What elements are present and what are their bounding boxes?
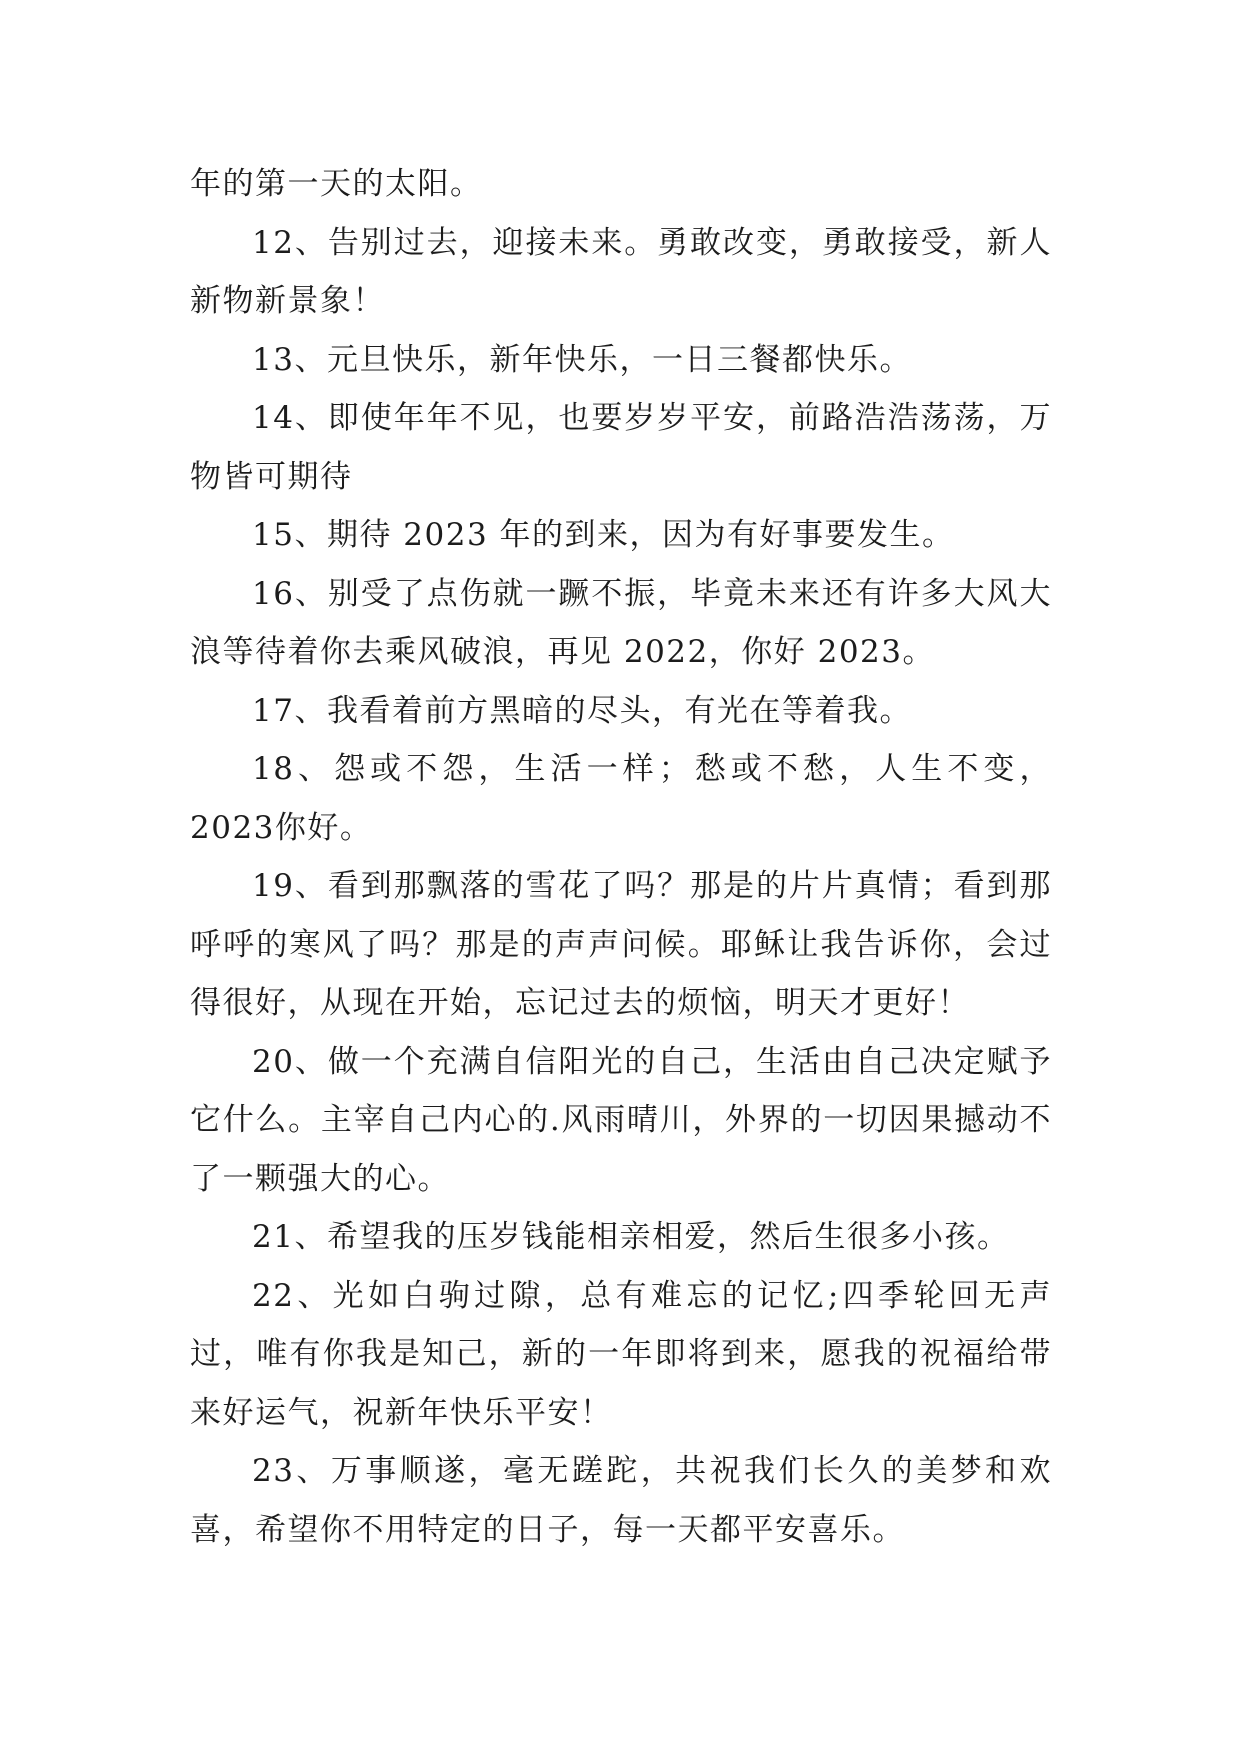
paragraph-14: 14、即使年年不见，也要岁岁平安，前路浩浩荡荡，万物皆可期待 bbox=[190, 400, 1052, 495]
paragraph-12: 12、告别过去，迎接未来。勇敢改变，勇敢接受，新人新物新景象！ bbox=[190, 224, 1052, 319]
paragraph-13: 13、元旦快乐，新年快乐，一日三餐都快乐。 bbox=[252, 341, 912, 378]
paragraph-15: 15、期待 2023 年的到来，因为有好事要发生。 bbox=[252, 517, 955, 553]
paragraph-16: 16、别受了点伤就一蹶不振，毕竟未来还有许多大风大浪等待着你去乘风破浪，再见 2022，你好 2023。 bbox=[190, 575, 1052, 670]
paragraph-19: 19、看到那飘落的雪花了吗？那是的片片真情；看到那呼呼的寒风了吗？那是的声声问候。耶稣让我告诉你，会过得很好，从现在开始，忘记过去的烦恼，明天才更好！ bbox=[190, 868, 1052, 1021]
paragraph-18: 18、怨或不怨，生活一样；愁或不愁，人生不变，2023你好。 bbox=[190, 751, 1052, 846]
document-page bbox=[190, 155, 1052, 1559]
paragraph-23: 23、万事顺遂，毫无蹉跎，共祝我们长久的美梦和欢喜，希望你不用特定的日子，每一天都平安喜乐。 bbox=[190, 1453, 1052, 1548]
paragraph-17: 17、我看着前方黑暗的尽头，有光在等着我。 bbox=[252, 692, 912, 729]
paragraph-21: 21、希望我的压岁钱能相亲相爱，然后生很多小孩。 bbox=[252, 1219, 1010, 1255]
paragraph-22: 22、光如白驹过隙，总有难忘的记忆;四季轮回无声过，唯有你我是知己，新的一年即将到来，愿我的祝福给带来好运气，祝新年快乐平安！ bbox=[190, 1277, 1052, 1431]
paragraph-20: 20、做一个充满自信阳光的自己，生活由自己决定赋予它什么。主宰自己内心的.风雨晴川，外界的一切因果撼动不了一颗强大的心。 bbox=[190, 1043, 1052, 1197]
paragraph-continuation: 年的第一天的太阳。 bbox=[190, 166, 483, 202]
